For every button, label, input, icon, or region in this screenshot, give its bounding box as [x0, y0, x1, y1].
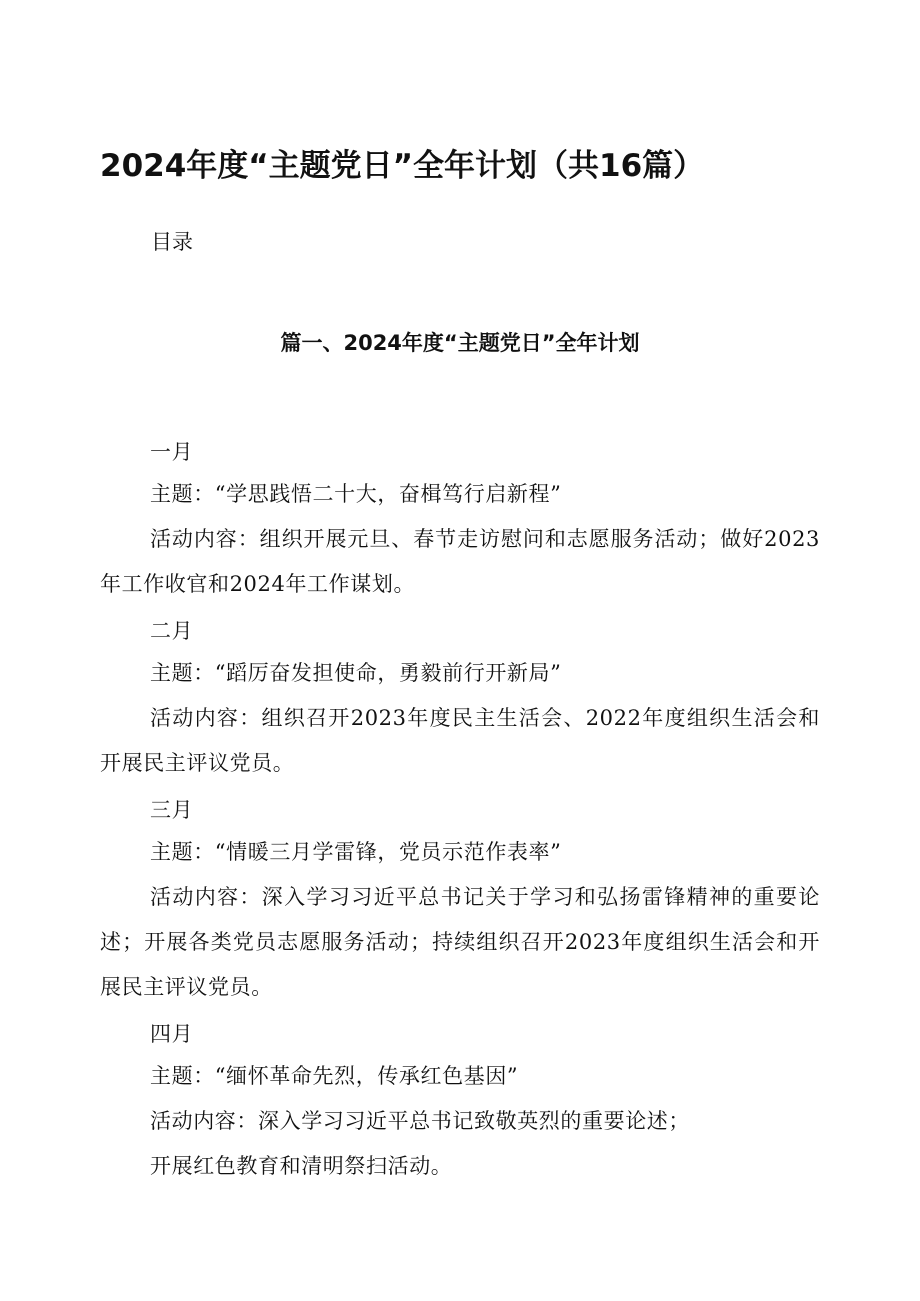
section-title: 篇一、2024年度“主题党日”全年计划 — [280, 331, 640, 355]
month-section-march — [100, 790, 820, 1010]
month-section-april — [100, 1014, 820, 1189]
month-heading: 四月 — [150, 1022, 194, 1046]
month-theme: 主题：“缅怀革命先烈，传承红色基因” — [150, 1064, 519, 1088]
month-theme: 主题：“学思践悟二十大，奋楫笃行启新程” — [150, 482, 562, 506]
month-activity-content-continued: 开展红色教育和清明祭扫活动。 — [150, 1154, 453, 1178]
month-section-january — [100, 432, 820, 607]
month-heading: 三月 — [150, 798, 194, 822]
month-theme: 主题：“蹈厉奋发担使命，勇毅前行开新局” — [150, 661, 562, 685]
month-activity-content: 活动内容：深入学习习近平总书记关于学习和弘扬雷锋精神的重要论述；开展各类党员志愿服务活动；持续组织召开2023年度组织生活会和开展民主评议党员。 — [100, 885, 820, 999]
document-body — [100, 428, 820, 1189]
month-heading: 一月 — [150, 440, 194, 464]
page-title: 2024年度“主题党日”全年计划（共16篇） — [100, 148, 705, 184]
month-theme: 主题：“情暖三月学雷锋，党员示范作表率” — [150, 840, 562, 864]
month-heading: 二月 — [150, 619, 194, 643]
month-section-february — [100, 611, 820, 786]
month-activity-content: 活动内容：组织召开2023年度民主生活会、2022年度组织生活会和开展民主评议党员。 — [100, 706, 820, 775]
toc-label: 目录 — [151, 230, 193, 254]
month-activity-content: 活动内容：组织开展元旦、春节走访慰问和志愿服务活动；做好2023年工作收官和2024年工作谋划。 — [100, 527, 820, 596]
month-activity-content: 活动内容：深入学习习近平总书记致敬英烈的重要论述； — [150, 1109, 690, 1133]
